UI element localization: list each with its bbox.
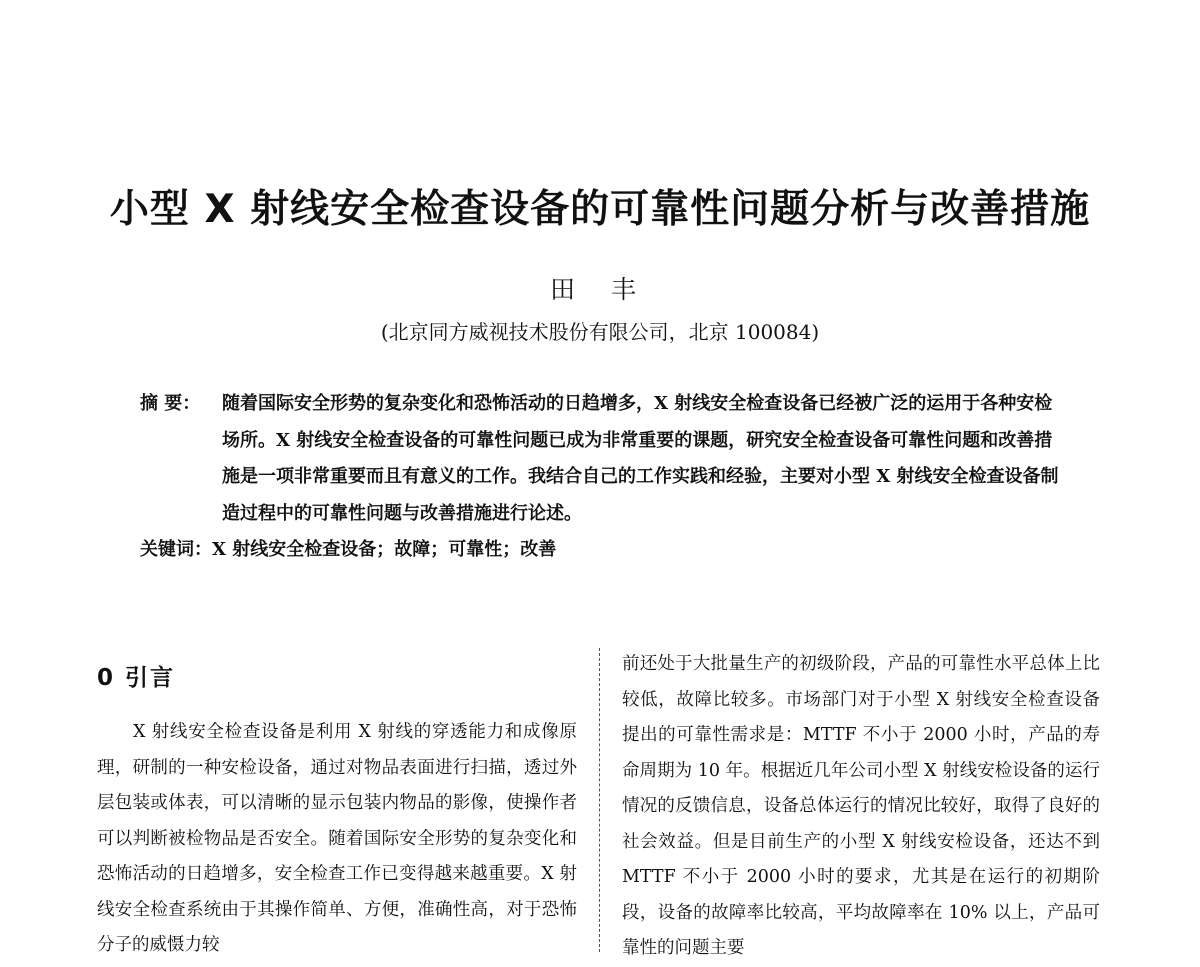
keywords-text: X 射线安全检查设备；故障；可靠性；改善 xyxy=(212,539,557,560)
abstract-text: 随着国际安全形势的复杂变化和恐怖活动的日趋增多，X 射线安全检查设备已经被广泛的运用于各种安检场所。X 射线安全检查设备的可靠性问题已成为非常重要的课题，研究安全检查设备可靠性问题和改善措施是一项非常重要而且有意义的工作。我结合自己的工作实践和经验，主要对小型 X 射线安全检查设备制造过程中的可靠性问题与改善措施进行论述。 xyxy=(222,393,1059,524)
column-divider xyxy=(599,648,600,952)
keywords-row xyxy=(140,532,1060,569)
keywords-label: 关键词： xyxy=(140,539,212,560)
paper-title: 小型 X 射线安全检查设备的可靠性问题分析与改善措施 xyxy=(109,187,1091,232)
continued-paragraph: 前还处于大批量生产的初级阶段，产品的可靠性水平总体上比较低，故障比较多。市场部门对于小型 X 射线安全检查设备提出的可靠性需求是：MTTF 不小于 2000 小时，产品的寿命周期为 10 年。根据近几年公司小型 X 射线安检设备的运行情况的反馈信息，设备总体运行的情况比较好，取得了良好的社会效益。但是目前生产的小型 X 射线安检设备，还达不到 MTTF 不小于 2000 小时的要求，尤其是在运行的初期阶段，设备的故障率比较高，平均故障率在 10% 以上，产品可靠性的问题主要 xyxy=(622,654,1100,958)
author-affiliation: (北京同方威视技术股份有限公司，北京 100084) xyxy=(380,320,820,344)
abstract-block xyxy=(140,386,1060,569)
left-column xyxy=(97,657,577,964)
right-column xyxy=(622,647,1100,967)
abstract-label: 摘 要： xyxy=(140,393,201,414)
intro-paragraph: X 射线安全检查设备是利用 X 射线的穿透能力和成像原理，研制的一种安检设备，通过对物品表面进行扫描，透过外层包装或体表，可以清晰的显示包装内物品的影像，使操作者可以判断被检物品是否安全。随着国际安全形势的复杂变化和恐怖活动的日趋增多，安全检查工作已变得越来越重要。X 射线安全检查系统由于其操作简单、方便，准确性高，对于恐怖分子的威慑力较 xyxy=(97,722,577,955)
section-heading: 0 引言 xyxy=(97,665,176,691)
abstract-row xyxy=(140,386,1060,532)
author-name: 田 丰 xyxy=(550,275,650,304)
